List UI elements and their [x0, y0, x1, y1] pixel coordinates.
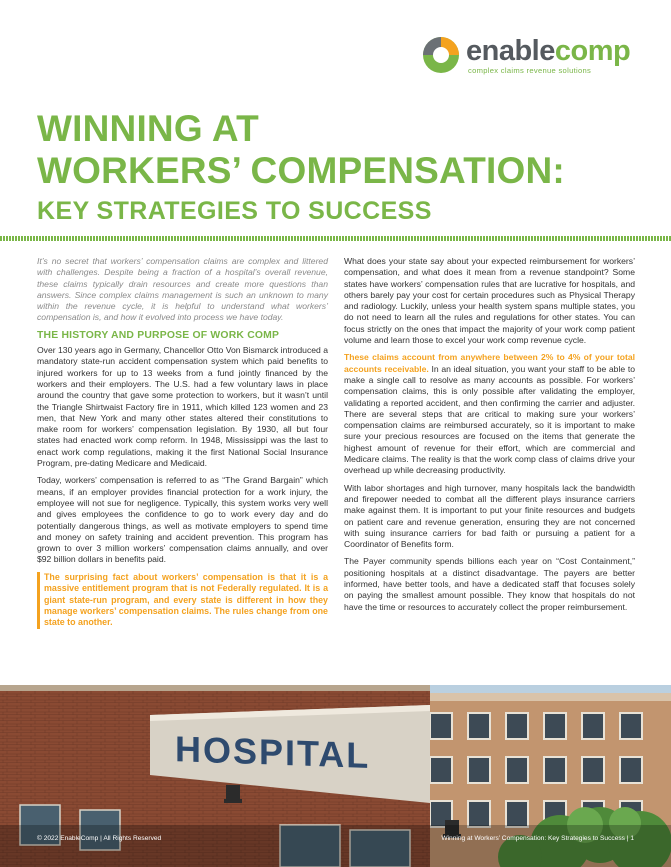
page-footer: [0, 835, 671, 847]
grand-bargain-paragraph: Today, workers’ compensation is referred to as “The Grand Bargain” which means, if an employer provides financial protection for a work injury, the employee will not sue for negligence. Typically, this system works very well and gives employees the confidence to go to work every day and do potentially dangerous things, as well as motivate employers to spend time and money on safety training and accident prevention. This program has grown to over 3 million workers’ compensation claims annually, and over $92 billion dollars in benefits paid.: [37, 475, 328, 565]
title-line-2: WORKERS’ COMPENSATION:: [37, 150, 565, 191]
accounts-receivable-paragraph: These claims account from anywhere between 2% to 4% of your total accounts receivable. In an ideal situation, you want your staff to be able to make a single call to resolve as many accounts as possible. For workers’ compensation claims, this is only possible after validating the employer, validating a reported accident, and then confirming the carrier and adjuster. There are several steps that are critical to making sure your workers’ compensation claims are reimbursed accurately, so it is important to make sure your precious resources are focused on the items that generate the highest amount of revenue for their effort, which are commercial and Medicare claims. The reality is that the work comp class of claims drive your overhead up while decreasing productivity.: [344, 352, 635, 476]
company-logo: [420, 34, 660, 78]
page-number-text: Winning at Workers’ Compensation: Key Strategies to Success | 1: [441, 835, 634, 842]
history-paragraph: Over 130 years ago in Germany, Chancellor Otto Von Bismarck introduced a mandatory state-run accident compensation system which paid benefits to injured workers for up to 13 weeks from a fund jointly financed by the workers and their employers. The U.S. had a few voluntary laws in place around the country that gave some protection to workers, but it wasn’t until the Triangle Shirtwaist Factory fire in 1911, which killed 123 women and 23 men, that New York and many other states altered their constitutions to make room for workers’ compensation legislation. By 1930, all but four states had enacted work comp reform. In 1948, Mississippi was the last to enact work comp regulations, making it the first National Social Insurance Program, pre-dating Medicare and Medicaid.: [37, 345, 328, 469]
logo-wordmark: enablecomp: [466, 35, 631, 67]
callout-quote: The surprising fact about workers’ compensation is that it is a massive entitlement program that is not Federally regulated. It is a giant state-run program, and every state is different in how they manage workers’ compensation claims. The rules change from one state to another.: [37, 572, 328, 629]
title-subtitle: KEY STRATEGIES TO SUCCESS: [37, 197, 432, 225]
right-column: [344, 256, 635, 619]
logo-mark-icon: [420, 34, 462, 76]
title-line-1: WINNING AT: [37, 108, 259, 149]
hospital-sign-text: HOSPITAL: [175, 728, 371, 776]
state-reimbursement-paragraph: What does your state say about your expected reimbursement for workers’ compensation, and what does it mean from a revenue standpoint? Some states have workers’ compensation rules that are lucrative for hospitals, and others barely pay your cost for certain procedures such as Physical Therapy and radiology. Luckily, unless your health system spans multiple states, you do not need to learn all the rules and regulations for other states. You can focus strictly on the ones that impact the majority of your work comp patient volume and learn those to excel your work comp revenue cycle.: [344, 256, 635, 346]
copyright-text: © 2022 EnableComp | All Rights Reserved: [37, 835, 162, 842]
page-title: [37, 108, 657, 228]
title-divider: [0, 236, 671, 241]
highlight-text: These claims account from anywhere between 2% to 4% of your total accounts receivable.: [344, 352, 635, 374]
payer-community-paragraph: The Payer community spends billions each year on “Cost Containment,” positioning hospitals at a distinct disadvantage. The payers are better informed, have better tools, and have a dedicated staff that focuses solely on paying the smallest amount possible. They know that hospitals do not have the time or resources to accurately collect the proper reimbursement.: [344, 556, 635, 612]
labor-shortage-paragraph: With labor shortages and high turnover, many hospitals lack the bandwidth and firepower needed to combat all the different plays insurance carriers make against them. It is important to put your finite resources and budgets on patient care and revenue generation, ensuring they are not concerned with suing insurance carriers for bad faith or pursuing a patient for a Coordinator of Benefits form.: [344, 482, 635, 550]
logo-tagline: complex claims revenue solutions: [468, 66, 592, 75]
section-heading: THE HISTORY AND PURPOSE OF WORK COMP: [37, 329, 280, 341]
intro-paragraph: It’s no secret that workers’ compensation claims are complex and littered with challenges. Despite being a fraction of a hospital’s overall revenue, these claims typically drain resources and create more questions than answers. Since complex claims management is such an unknown to many within the revenue cycle, it is helpful to understand what workers’ compensation is, and how it evolved into process we have today.: [37, 256, 328, 323]
left-column: [37, 256, 328, 635]
